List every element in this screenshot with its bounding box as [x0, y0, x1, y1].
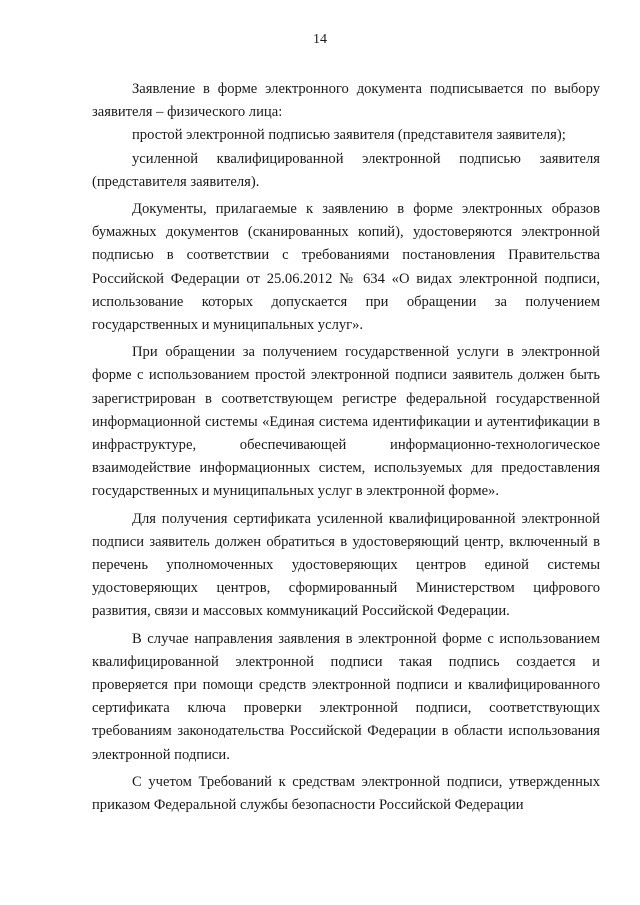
- paragraph-requirements: С учетом Требований к средствам электронной подписи, утвержденных приказом Федеральной службы безопасности Российской Федерации: [92, 773, 600, 814]
- paragraph-signature-choice: Заявление в форме электронного документа подписывается по выбору заявителя – физического лица:: [92, 81, 600, 121]
- page-number: 14: [313, 32, 327, 47]
- document-body: [92, 78, 600, 817]
- list-item-qualified-signature: усиленной квалифицированной электронной подписью заявителя (представителя заявителя).: [92, 150, 600, 190]
- paragraph-attached-documents: Документы, прилагаемые к заявлению в форме электронных образов бумажных документов (сканированных копий), удостоверяются электронной подписью в соответствии с требованиями постановления Правительства Российской Федерации от 25.06.2012 № 634 «О видах электронной подписи, использование которых допускается при обращении за получением государственных и муниципальных услуг».: [92, 201, 600, 334]
- paragraph-simple-signature-registration: При обращении за получением государственной услуги в электронной форме с использованием простой электронной подписи заявитель должен быть зарегистрирован в соответствующем регистре федеральной государственной информационной системы «Единая система идентификации и аутентификации в инфраструктуре, обеспечивающей информационно-технологическое взаимодействие информационных систем, используемых для предоставления государственных и муниципальных услуг в электронной форме».: [92, 344, 600, 500]
- list-item-simple-signature: простой электронной подписью заявителя (представителя заявителя);: [132, 127, 566, 144]
- paragraph-qualified-signature-creation: В случае направления заявления в электронной форме с использованием квалифицированной электронной подписи такая подпись создается и проверяется при помощи средств электронной подписи и квалифицированного сертификата ключа проверки электронной подписи, соответствующих требованиям законодательства Российской Федерации в области использования электронной подписи.: [92, 630, 600, 763]
- paragraph-certificate: Для получения сертификата усиленной квалифицированной электронной подписи заявитель должен обратиться в удостоверяющий центр, включенный в перечень уполномоченных удостоверяющих центров единой системы удостоверяющих центров, сформированный Министерством цифрового развития, связи и массовых коммуникаций Российской Федерации.: [92, 510, 600, 620]
